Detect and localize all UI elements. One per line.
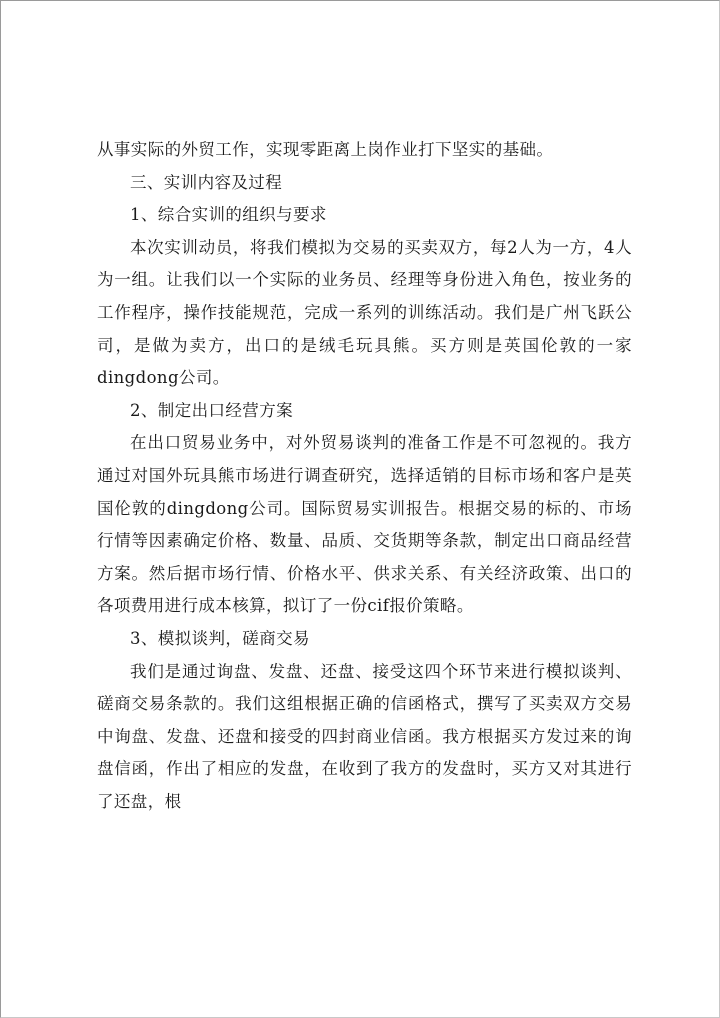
paragraph: 在出口贸易业务中，对外贸易谈判的准备工作是不可忽视的。我方通过对国外玩具熊市场进行调查研究，选择适销的目标市场和客户是英国伦敦的dingdong公司。国际贸易实训报告。根据交易的标的、市场行情等因素确定价格、数量、品质、交货期等条款，制定出口商品经营方案。然后据市场行情、价格水平、供求关系、有关经济政策、出口的各项费用进行成本核算，拟订了一份cif报价策略。 (97, 433, 632, 616)
section-heading: 三、实训内容及过程 (130, 172, 283, 192)
subsection-heading: 3、模拟谈判，磋商交易 (130, 628, 310, 648)
paragraph-continuation: 从事实际的外贸工作，实现零距离上岗作业打下坚实的基础。 (97, 140, 554, 159)
paragraph: 本次实训动员，将我们模拟为交易的买卖双方，每2人为一方，4人为一组。让我们以一个实际的业务员、经理等身份进入角色，按业务的工作程序，操作技能规范，完成一系列的训练活动。我们是广州飞跃公司，是做为卖方，出口的是绒毛玩具熊。买方则是英国伦敦的一家dingdong公司。 (97, 237, 632, 388)
paragraph: 我们是通过询盘、发盘、还盘、接受这四个环节来进行模拟谈判、磋商交易条款的。我们这组根据正确的信函格式，撰写了买卖双方交易中询盘、发盘、还盘和接受的四封商业信函。我方根据买方发过来的询盘信函，作出了相应的发盘，在收到了我方的发盘时，买方又对其进行了还盘，根 (97, 661, 632, 811)
document-body (97, 134, 632, 818)
subsection-heading: 2、制定出口经营方案 (130, 400, 293, 420)
subsection-heading: 1、综合实训的组织与要求 (130, 205, 327, 225)
